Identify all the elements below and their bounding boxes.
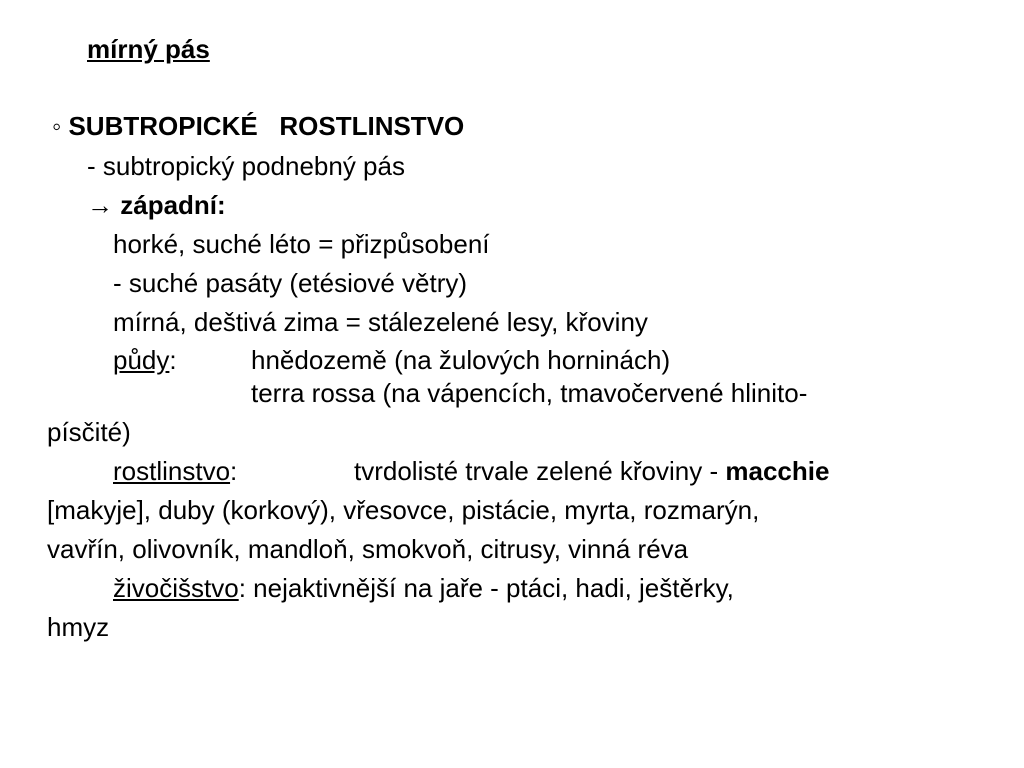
vegetation-colon: : <box>230 456 238 486</box>
vegetation-text: tvrdolisté trvale zelené křoviny - <box>354 456 726 486</box>
summer-text: horké, suché léto = přizpůsobení <box>113 229 490 259</box>
climate-zone-text: - subtropický podnebný pás <box>87 151 405 181</box>
vegetation-text-2: [makyje], duby (korkový), vřesovce, pistácie, myrta, rozmarýn, <box>47 495 760 525</box>
section-title: SUBTROPICKÉ ROSTLINSTVO <box>68 111 465 141</box>
winter-text: mírná, deštivá zima = stálezelené lesy, křoviny <box>113 307 648 337</box>
soils-line <box>113 345 177 375</box>
west-subheading <box>87 190 226 220</box>
soils-text-2: terra rossa (na vápencích, tmavočervené hlinito- <box>251 378 808 408</box>
vegetation-label: rostlinstvo <box>113 456 231 486</box>
slide-heading: mírný pás <box>87 34 210 64</box>
vegetation-text-3: vavřín, olivovník, mandloň, smokvoň, citrusy, vinná réva <box>47 534 689 564</box>
vegetation-line <box>113 456 237 486</box>
trade-winds-text: - suché pasáty (etésiové větry) <box>113 268 468 298</box>
fauna-text-2: hmyz <box>47 612 110 642</box>
west-label: západní: <box>120 190 226 220</box>
section-title-line <box>52 111 464 141</box>
soils-text-3: písčité) <box>47 417 131 447</box>
soils-label: půdy <box>113 345 170 375</box>
macchie-term: macchie <box>725 456 830 486</box>
soils-colon: : <box>169 345 177 375</box>
fauna-text: : nejaktivnější na jaře - ptáci, hadi, ještěrky, <box>238 573 734 603</box>
soils-text-1: hnědozemě (na žulových horninách) <box>251 345 671 375</box>
fauna-label: živočišstvo <box>113 573 239 603</box>
vegetation-text-1 <box>354 456 829 486</box>
fauna-line <box>113 573 734 603</box>
arrow-right-icon: → <box>87 190 113 220</box>
bullet-icon: ◦ <box>52 111 62 141</box>
